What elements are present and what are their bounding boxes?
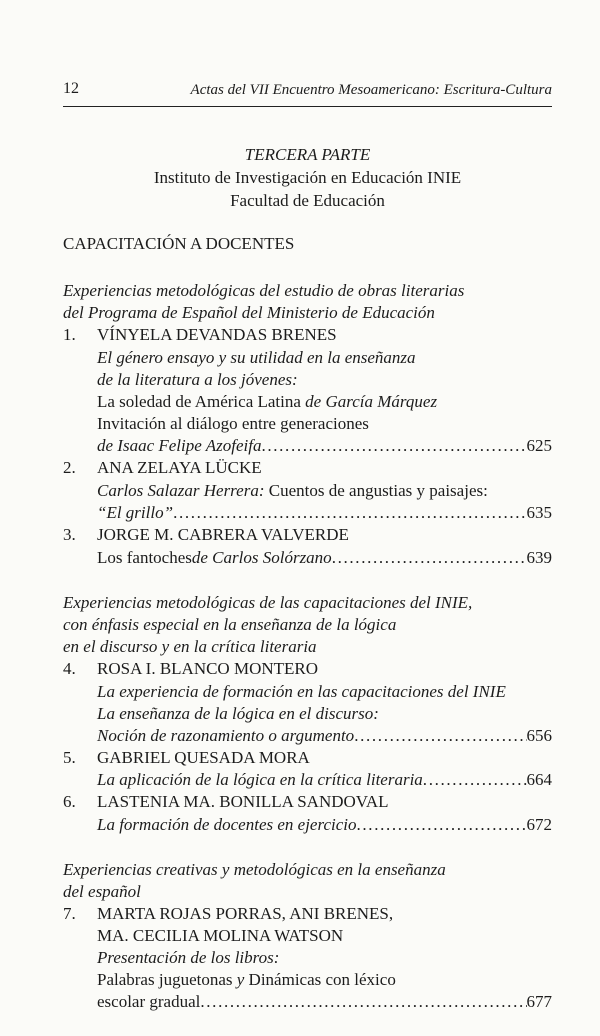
group-intro-line: con énfasis especial en la enseñanza de la lógica [63, 615, 397, 634]
entry-author: MARTA ROJAS PORRAS, ANI BRENES, [97, 904, 394, 923]
entry-page-number: 656 [526, 726, 552, 745]
page-number: 12 [63, 80, 79, 97]
toc-leader-line [97, 769, 552, 791]
dot-leader [261, 435, 526, 457]
entry-author: JORGE M. CABRERA VALVERDE [97, 525, 349, 544]
entry-title-line: La enseñanza de la lógica en el discurso: [97, 704, 379, 723]
group-intro-line: del español [63, 882, 141, 901]
institute-name: Instituto de Investigación en Educación INIE [153, 168, 462, 187]
entry-title-line: La experiencia de formación en las capacitaciones del INIE [97, 682, 506, 701]
section-title: CAPACITACIÓN A DOCENTES [63, 234, 295, 253]
dot-leader [332, 547, 527, 569]
entry-author: LASTENIA MA. BONILLA SANDOVAL [97, 792, 389, 811]
entry-title-line: de la literatura a los jóvenes: [97, 370, 298, 389]
entry-title-part: La aplicación de la lógica en la crítica literaria [97, 770, 423, 789]
group-intro-line: Experiencias metodológicas del estudio de obras literarias [63, 281, 465, 300]
entry-title-line: Invitación al diálogo entre generaciones [97, 414, 369, 433]
entry-page-number: 639 [526, 548, 552, 567]
entry-number: 4. [63, 659, 76, 678]
entry-author: VÍNYELA DEVANDAS BRENES [97, 325, 337, 344]
dot-leader [357, 814, 527, 836]
dot-leader [354, 725, 526, 747]
entry-author: ANA ZELAYA LÜCKE [97, 458, 262, 477]
dot-leader [200, 991, 526, 1013]
entry-title-part: de Carlos Solórzano [191, 548, 332, 567]
entry-number: 1. [63, 325, 76, 344]
entry-page-number: 625 [526, 436, 552, 455]
faculty-name: Facultad de Educación [230, 191, 385, 210]
dot-leader [173, 502, 526, 524]
toc-leader-line [97, 502, 552, 524]
entry-title-part: de García Márquez [305, 392, 438, 411]
group-intro-line: Experiencias creativas y metodológicas en la enseñanza [63, 860, 446, 879]
entry-number: 3. [63, 525, 76, 544]
entry-title-part: de Isaac Felipe Azofeifa [97, 436, 262, 455]
running-header [63, 80, 552, 107]
entry-title-part: Cuentos de angustias y paisajes: [264, 481, 488, 500]
entry-title-line [97, 391, 437, 413]
dot-leader [423, 769, 527, 791]
entry-title-part: Los fantoches [97, 548, 192, 567]
toc-leader-line [97, 991, 552, 1013]
entry-title-part: “El grillo” [97, 503, 174, 522]
entry-page-number: 635 [526, 503, 552, 522]
entry-title-part: La formación de docentes en ejercicio [97, 815, 357, 834]
group-intro-line: del Programa de Español del Ministerio de Educación [63, 303, 435, 322]
entry-title-line [97, 480, 488, 502]
entry-page-number: 672 [526, 815, 552, 834]
entry-title-part: escolar gradual [97, 992, 201, 1011]
entry-title-part: y [236, 970, 245, 989]
entry-title-part: Palabras juguetonas [97, 970, 237, 989]
entry-number: 5. [63, 748, 76, 767]
entry-number: 6. [63, 792, 76, 811]
toc-leader-line [97, 435, 552, 457]
entry-author: MA. CECILIA MOLINA WATSON [97, 926, 344, 945]
entry-title-part: Carlos Salazar Herrera: [97, 481, 265, 500]
entry-title-line [97, 969, 396, 991]
entry-title-part: La soledad de América Latina [97, 392, 306, 411]
entry-page-number: 664 [526, 770, 552, 789]
part-title: TERCERA PARTE [244, 145, 371, 164]
entry-page-number: 677 [526, 992, 552, 1011]
entry-title-part: Noción de razonamiento o argumento [97, 726, 355, 745]
entry-number: 2. [63, 458, 76, 477]
toc-leader-line [97, 725, 552, 747]
entry-number: 7. [63, 904, 76, 923]
entry-title-line: El género ensayo y su utilidad en la enseñanza [97, 348, 416, 367]
toc-leader-line [97, 814, 552, 836]
running-title: Actas del VII Encuentro Mesoamericano: Escritura-Cultura [190, 82, 552, 98]
entry-title-part: Dinámicas con léxico [244, 970, 396, 989]
group-intro-line: Experiencias metodológicas de las capacitaciones del INIE, [63, 593, 473, 612]
toc-leader-line [97, 547, 552, 569]
entry-title-line: Presentación de los libros: [97, 948, 280, 967]
entry-author: ROSA I. BLANCO MONTERO [97, 659, 319, 678]
entry-author: GABRIEL QUESADA MORA [97, 748, 310, 767]
group-intro-line: en el discurso y en la crítica literaria [63, 637, 317, 656]
